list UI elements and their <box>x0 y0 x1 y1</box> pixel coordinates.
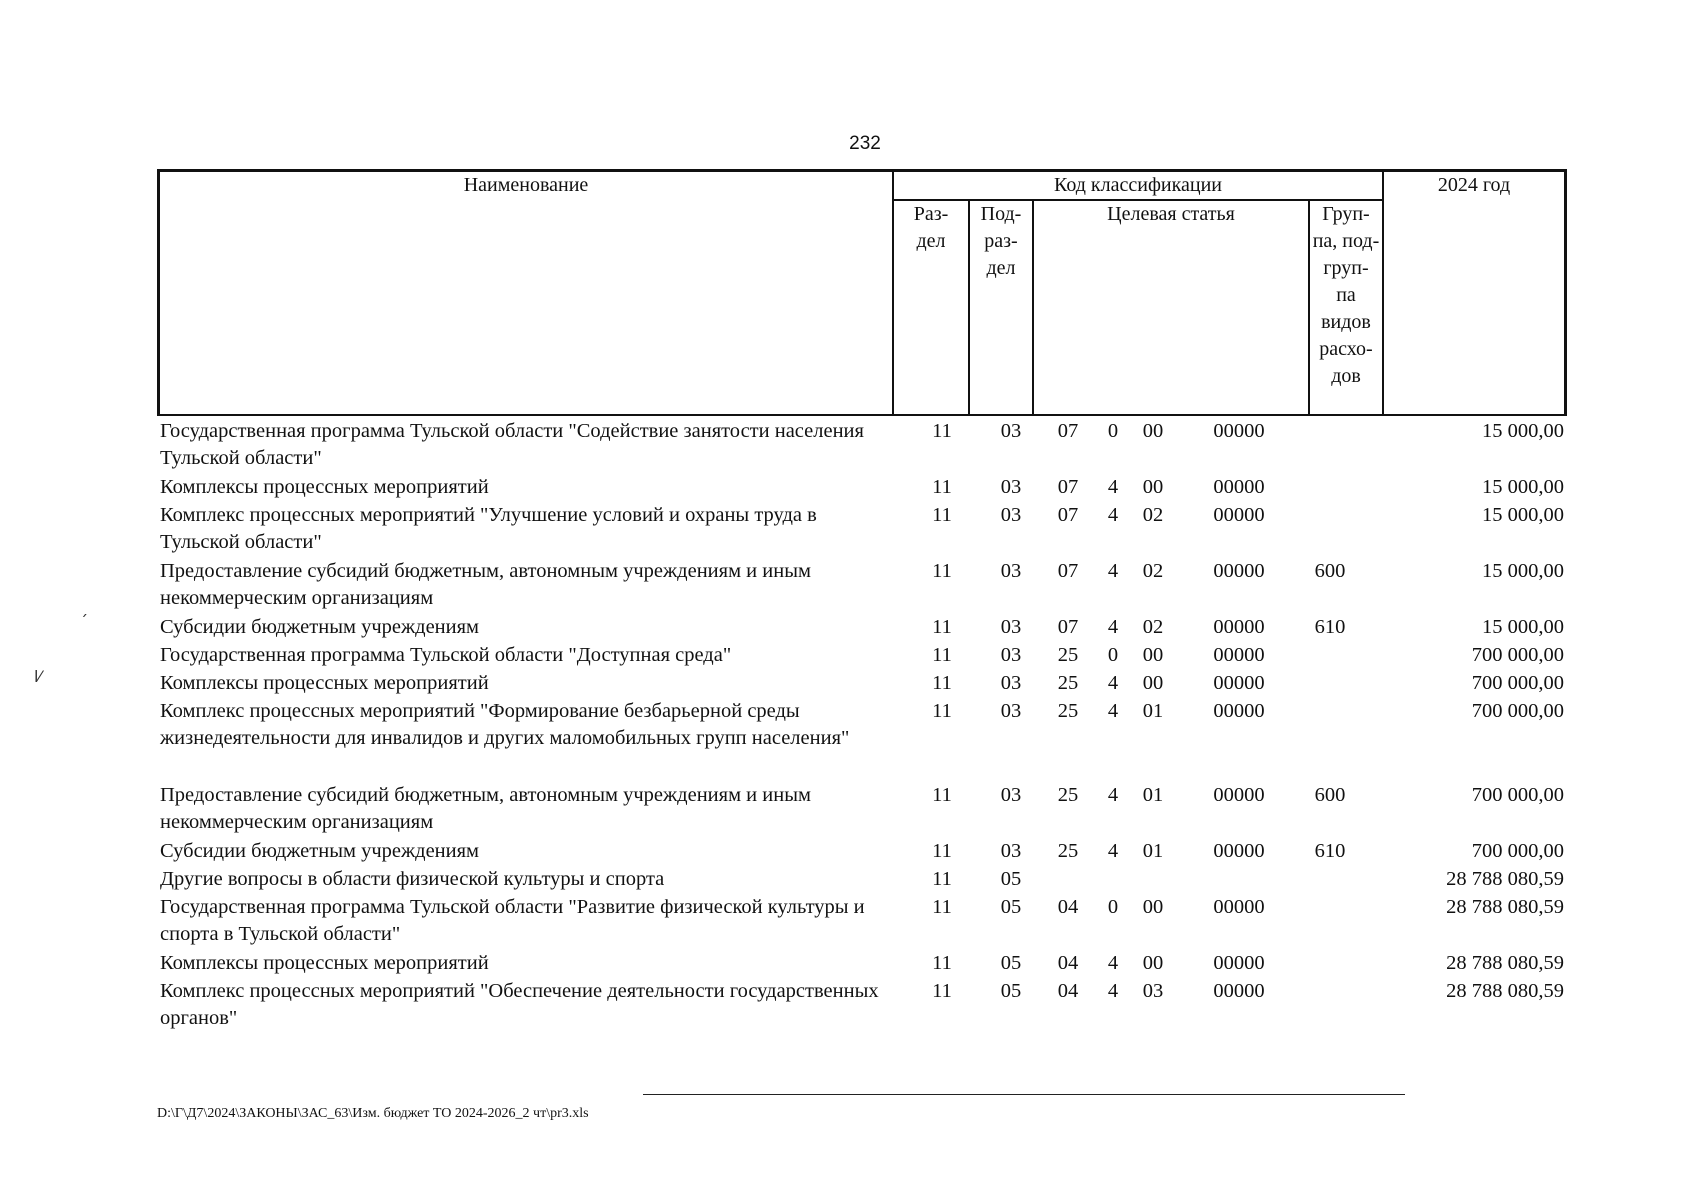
row-target-structure: 03 <box>1142 980 1164 1002</box>
row-target-structure: 00 <box>1142 476 1164 498</box>
row-amount: 28 788 080,59 <box>1446 952 1564 974</box>
row-target-subprogram: 4 <box>1107 700 1119 722</box>
footer-divider <box>643 1094 1405 1095</box>
row-podrazdel: 03 <box>1000 504 1022 526</box>
row-target-program: 04 <box>1057 896 1079 918</box>
row-amount: 700 000,00 <box>1471 784 1564 806</box>
row-amount: 700 000,00 <box>1471 644 1564 666</box>
column-header-classification: Код классификации <box>1053 174 1223 196</box>
row-amount: 15 000,00 <box>1482 616 1564 638</box>
row-target-program: 04 <box>1057 952 1079 974</box>
row-amount: 28 788 080,59 <box>1446 868 1564 890</box>
row-amount: 700 000,00 <box>1471 840 1564 862</box>
row-podrazdel: 03 <box>1000 700 1022 722</box>
row-name: Субсидии бюджетным учреждениям <box>160 616 480 638</box>
row-expense-type: 600 <box>1314 560 1346 582</box>
row-podrazdel: 05 <box>1000 896 1022 918</box>
row-expense-type: 610 <box>1314 840 1346 862</box>
row-razdel: 11 <box>932 672 952 694</box>
row-target-direction: 00000 <box>1213 784 1265 806</box>
row-name: Комплексы процессных мероприятий <box>160 476 489 498</box>
row-target-program: 25 <box>1057 784 1079 806</box>
row-amount: 700 000,00 <box>1471 672 1564 694</box>
row-podrazdel: 03 <box>1000 560 1022 582</box>
row-target-subprogram: 4 <box>1107 784 1119 806</box>
row-podrazdel: 05 <box>1000 980 1022 1002</box>
row-amount: 28 788 080,59 <box>1446 896 1564 918</box>
row-target-subprogram: 0 <box>1107 896 1119 918</box>
row-razdel: 11 <box>932 980 952 1002</box>
row-podrazdel: 03 <box>1000 420 1022 442</box>
column-header-razdel: Раз- дел <box>913 203 949 252</box>
row-target-structure: 00 <box>1142 420 1164 442</box>
row-target-structure: 00 <box>1142 896 1164 918</box>
footer-file-path: D:\Г\Д7\2024\ЗАКОНЫ\ЗАС_63\Изм. бюджет ТО 2024-2026_2 чт\pr3.xls <box>157 1106 589 1121</box>
column-header-name: Наименование <box>463 174 589 196</box>
row-target-direction: 00000 <box>1213 700 1265 722</box>
row-name: Комплексы процессных мероприятий <box>160 952 489 974</box>
row-target-subprogram: 4 <box>1107 616 1119 638</box>
row-name: Государственная программа Тульской области "Доступная среда" <box>160 644 732 666</box>
row-target-direction: 00000 <box>1213 616 1265 638</box>
row-expense-type: 610 <box>1314 616 1346 638</box>
row-podrazdel: 05 <box>1000 952 1022 974</box>
row-name: Государственная программа Тульской области "Содействие занятости населения Тульской области" <box>160 420 864 469</box>
row-target-structure: 01 <box>1142 784 1164 806</box>
row-target-program: 25 <box>1057 840 1079 862</box>
row-razdel: 11 <box>932 560 952 582</box>
row-razdel: 11 <box>932 896 952 918</box>
row-target-direction: 00000 <box>1213 952 1265 974</box>
row-target-subprogram: 4 <box>1107 560 1119 582</box>
row-razdel: 11 <box>932 504 952 526</box>
row-name: Предоставление субсидий бюджетным, автономным учреждениям и иным некоммерческим организациям <box>160 560 811 609</box>
row-target-structure: 00 <box>1142 644 1164 666</box>
row-podrazdel: 03 <box>1000 644 1022 666</box>
row-podrazdel: 03 <box>1000 784 1022 806</box>
row-name: Другие вопросы в области физической культуры и спорта <box>160 868 665 890</box>
row-razdel: 11 <box>932 868 952 890</box>
row-target-structure: 00 <box>1142 952 1164 974</box>
row-podrazdel: 03 <box>1000 476 1022 498</box>
row-razdel: 11 <box>932 420 952 442</box>
column-header-expense-group: Груп- па, под- груп- па видов расхо- дов <box>1312 203 1380 387</box>
row-target-program: 07 <box>1057 616 1079 638</box>
row-amount: 15 000,00 <box>1482 504 1564 526</box>
row-name: Предоставление субсидий бюджетным, автономным учреждениям и иным некоммерческим организациям <box>160 784 811 833</box>
row-target-program: 07 <box>1057 476 1079 498</box>
row-target-structure: 02 <box>1142 504 1164 526</box>
scan-mark: ⅼ⁄ <box>34 667 42 686</box>
row-target-direction: 00000 <box>1213 672 1265 694</box>
row-razdel: 11 <box>932 476 952 498</box>
row-name: Комплекс процессных мероприятий "Формирование безбарьерной среды жизнедеятельности для инвалидов и других маломобильных групп населения" <box>160 700 850 749</box>
header-divider <box>1032 199 1034 414</box>
row-target-subprogram: 0 <box>1107 420 1119 442</box>
row-podrazdel: 03 <box>1000 840 1022 862</box>
row-target-subprogram: 4 <box>1107 952 1119 974</box>
row-razdel: 11 <box>932 840 952 862</box>
row-target-program: 07 <box>1057 420 1079 442</box>
row-target-subprogram: 0 <box>1107 644 1119 666</box>
row-target-structure: 01 <box>1142 840 1164 862</box>
row-target-structure: 01 <box>1142 700 1164 722</box>
row-podrazdel: 05 <box>1000 868 1022 890</box>
row-razdel: 11 <box>932 644 952 666</box>
row-name: Комплекс процессных мероприятий "Обеспечение деятельности государственных органов" <box>160 980 879 1029</box>
row-target-direction: 00000 <box>1213 644 1265 666</box>
row-amount: 15 000,00 <box>1482 476 1564 498</box>
row-amount: 28 788 080,59 <box>1446 980 1564 1002</box>
row-razdel: 11 <box>932 784 952 806</box>
row-amount: 15 000,00 <box>1482 560 1564 582</box>
row-target-program: 25 <box>1057 644 1079 666</box>
row-target-direction: 00000 <box>1213 560 1265 582</box>
row-name: Комплекс процессных мероприятий "Улучшение условий и охраны труда в Тульской области" <box>160 504 817 553</box>
row-target-direction: 00000 <box>1213 980 1265 1002</box>
row-podrazdel: 03 <box>1000 616 1022 638</box>
table-header <box>157 169 1567 416</box>
row-target-structure: 00 <box>1142 672 1164 694</box>
page-number: 232 <box>849 133 881 154</box>
row-target-structure: 02 <box>1142 560 1164 582</box>
row-razdel: 11 <box>932 700 952 722</box>
row-razdel: 11 <box>932 616 952 638</box>
column-header-podrazdel: Под- раз- дел <box>980 203 1022 279</box>
row-target-program: 04 <box>1057 980 1079 1002</box>
row-name: Государственная программа Тульской области "Развитие физической культуры и спорта в Тульской области" <box>160 896 865 945</box>
header-divider <box>1382 172 1384 414</box>
row-target-program: 25 <box>1057 700 1079 722</box>
row-podrazdel: 03 <box>1000 672 1022 694</box>
row-target-subprogram: 4 <box>1107 476 1119 498</box>
row-target-structure: 02 <box>1142 616 1164 638</box>
row-target-program: 07 <box>1057 560 1079 582</box>
row-target-direction: 00000 <box>1213 504 1265 526</box>
row-target-subprogram: 4 <box>1107 980 1119 1002</box>
row-target-direction: 00000 <box>1213 896 1265 918</box>
row-amount: 15 000,00 <box>1482 420 1564 442</box>
row-target-subprogram: 4 <box>1107 672 1119 694</box>
row-amount: 700 000,00 <box>1471 700 1564 722</box>
row-name: Субсидии бюджетным учреждениям <box>160 840 480 862</box>
row-razdel: 11 <box>932 952 952 974</box>
column-header-target-article: Целевая статья <box>1107 203 1235 225</box>
column-header-year: 2024 год <box>1437 174 1511 196</box>
row-name: Комплексы процессных мероприятий <box>160 672 489 694</box>
row-target-direction: 00000 <box>1213 840 1265 862</box>
row-target-subprogram: 4 <box>1107 504 1119 526</box>
row-target-direction: 00000 <box>1213 476 1265 498</box>
row-target-direction: 00000 <box>1213 420 1265 442</box>
row-target-program: 25 <box>1057 672 1079 694</box>
scan-mark: ˏ <box>80 598 88 617</box>
row-target-program: 07 <box>1057 504 1079 526</box>
row-expense-type: 600 <box>1314 784 1346 806</box>
row-target-subprogram: 4 <box>1107 840 1119 862</box>
